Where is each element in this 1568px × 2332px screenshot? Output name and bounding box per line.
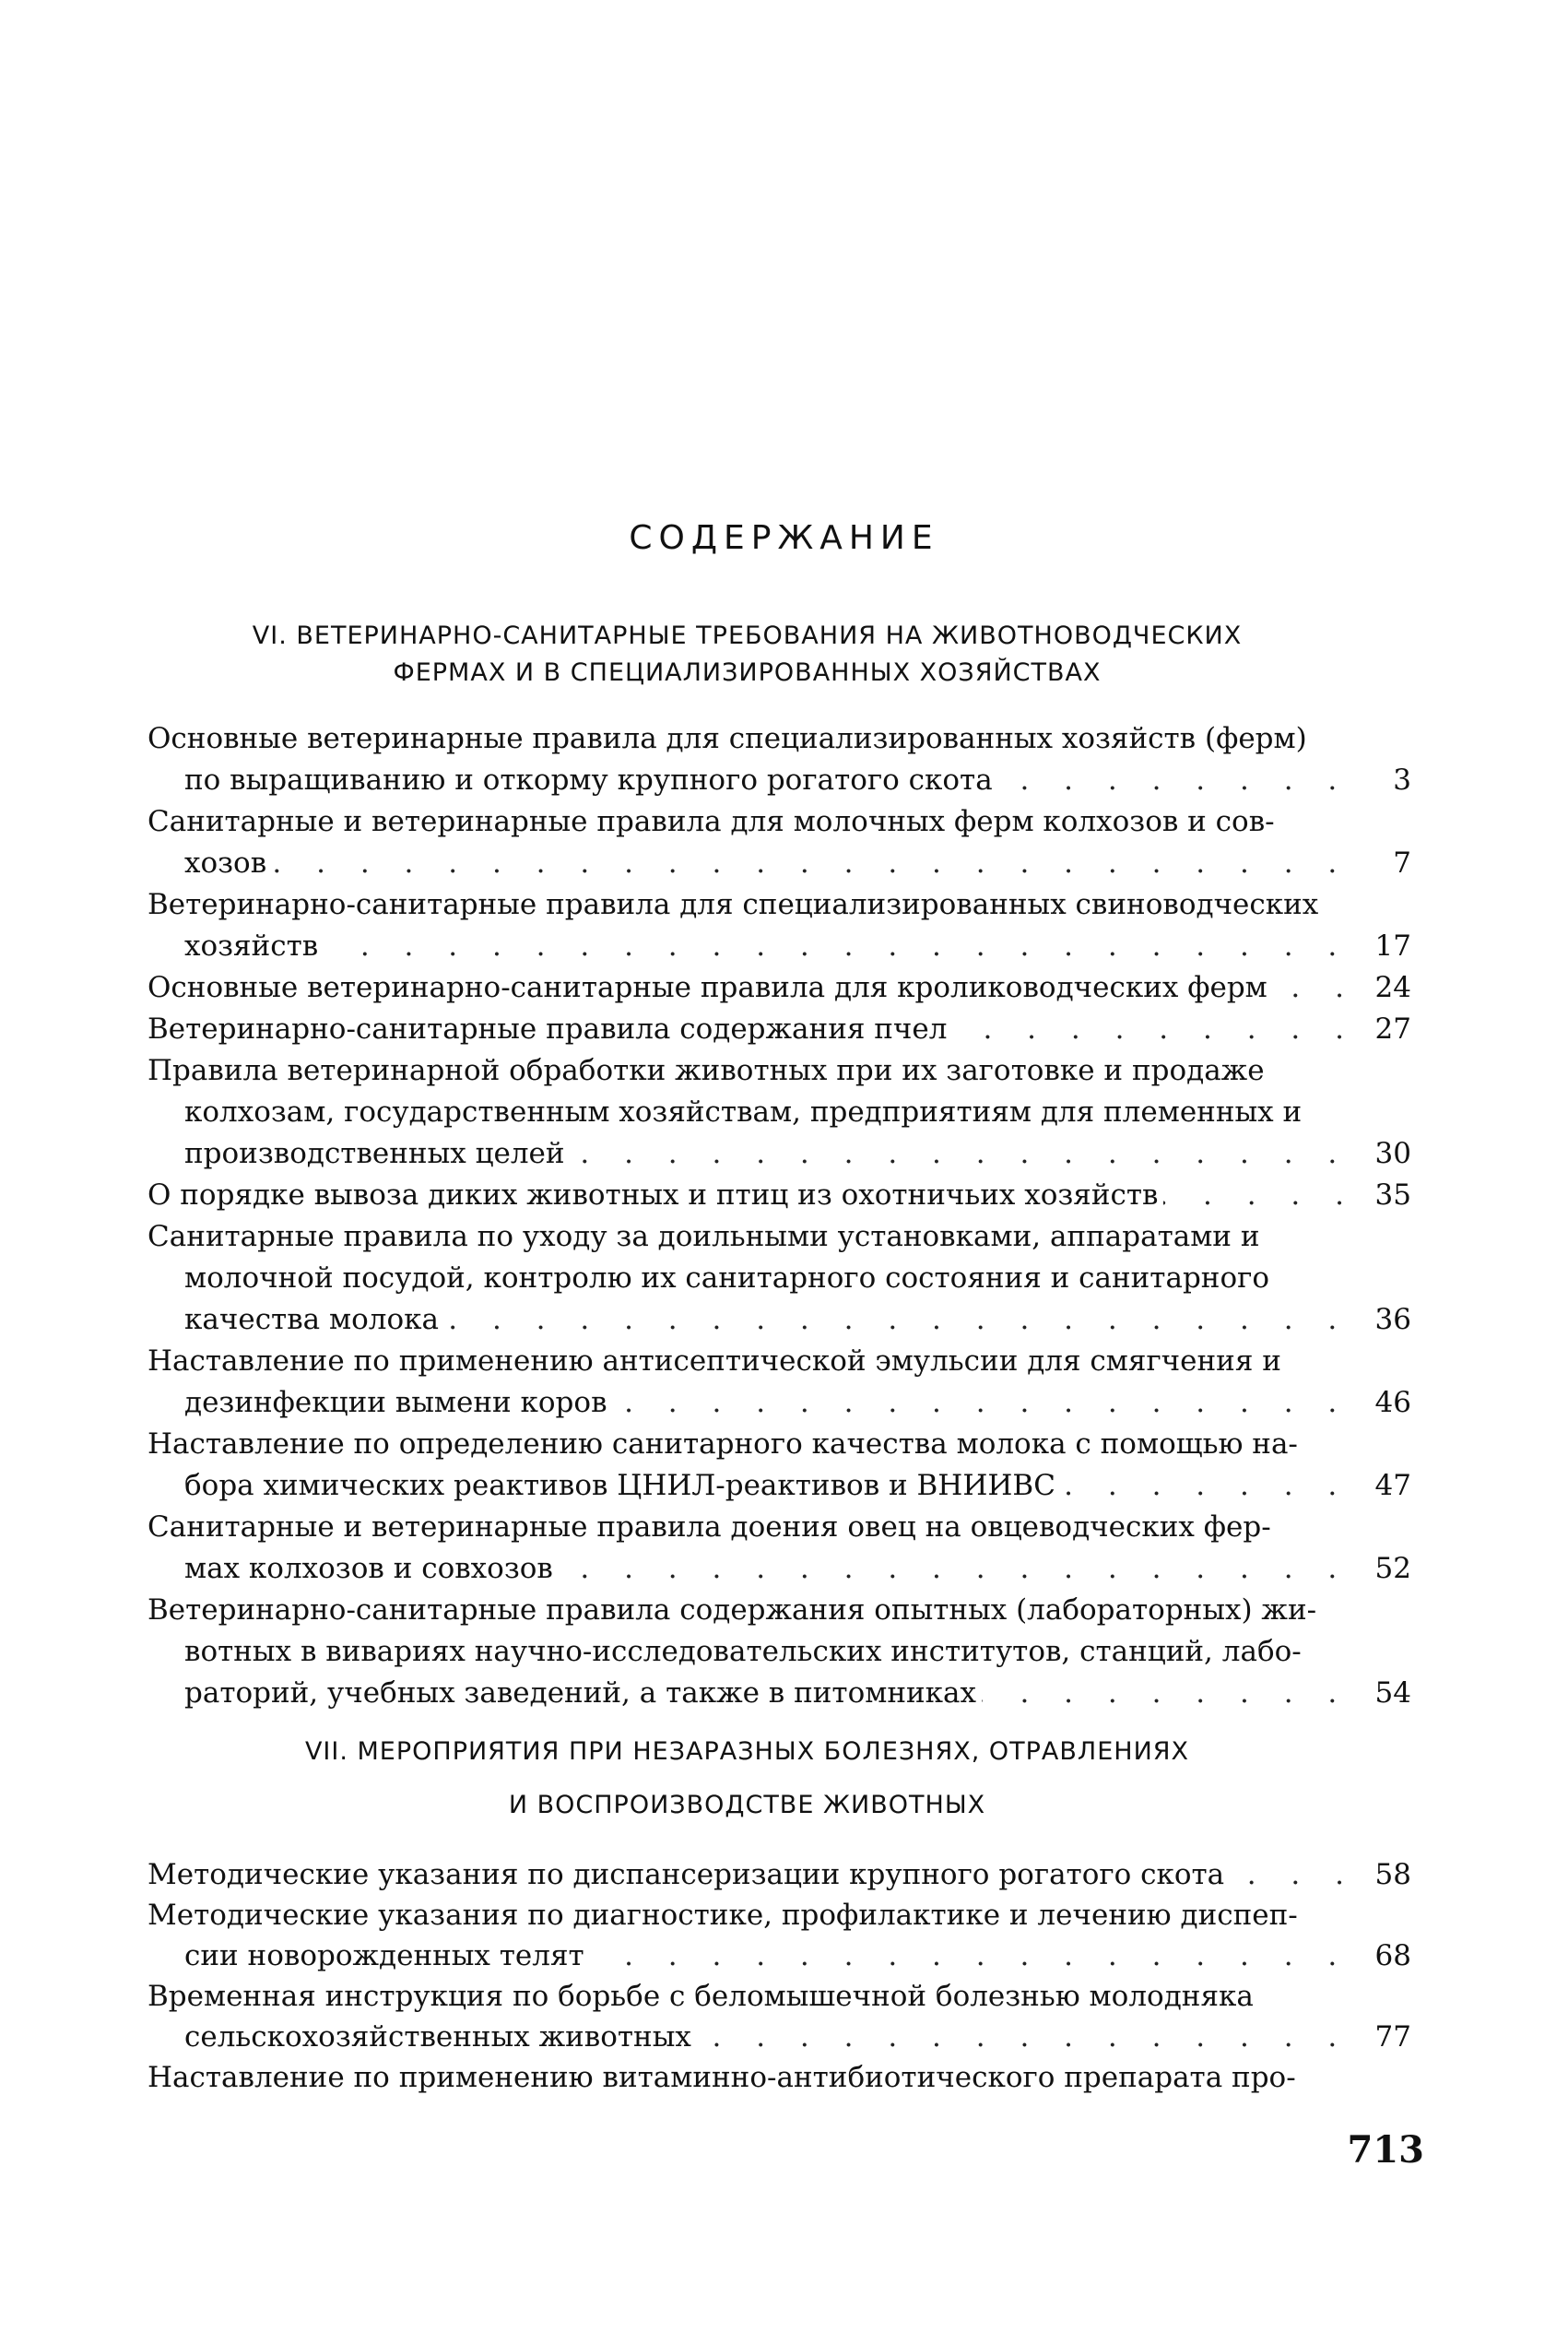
- toc-entry-line: [147, 1976, 1347, 2017]
- toc-entry-text: сии новорожденных телят: [184, 1935, 590, 1976]
- toc-entry-text: производственных целей: [184, 1133, 571, 1174]
- toc-page-number: 36: [1374, 1303, 1411, 1336]
- toc-entry-text: сельскохозяйственных животных: [184, 2017, 697, 2057]
- toc-page-number: 30: [1374, 1137, 1411, 1170]
- toc-entry-line: [147, 884, 1347, 925]
- toc-entry-line: [147, 1175, 1347, 1215]
- section-6-heading: [147, 618, 1347, 692]
- toc-entry-line: [184, 1133, 1347, 1174]
- toc-entry-text: Санитарные и ветеринарные правила для молочных ферм колхозов и сов-: [147, 801, 1280, 842]
- toc-page-number: 52: [1374, 1552, 1411, 1585]
- toc-page-number: 46: [1374, 1386, 1411, 1419]
- toc-page-number: 68: [1374, 1939, 1411, 1972]
- toc-entry-line: [184, 1299, 1347, 1340]
- toc-page-number: 35: [1374, 1178, 1411, 1212]
- toc-entry-text: Наставление по определению санитарного качества молока с помощью на-: [147, 1424, 1303, 1464]
- toc-entry-text: Ветеринарно-санитарные правила содержания опытных (лабораторных) жи-: [147, 1590, 1322, 1630]
- toc-entry-text: колхозам, государственным хозяйствам, предприятиям для племенных и: [184, 1092, 1307, 1132]
- toc-entry-line: [184, 1258, 1347, 1298]
- toc-entry-text: дезинфекции вымени коров: [184, 1382, 613, 1423]
- toc-page-number: 77: [1374, 2020, 1411, 2054]
- toc-entry-text: О порядке вывоза диких животных и птиц из охотничьих хозяйств: [147, 1175, 1163, 1215]
- toc-entry-text: Методические указания по диагностике, профилактике и лечению диспеп-: [147, 1895, 1303, 1935]
- toc-entry-text: Ветеринарно-санитарные правила содержания пчел: [147, 1009, 952, 1049]
- toc-entry-text: хозяйств: [184, 926, 324, 966]
- toc-entry-line: [147, 1854, 1347, 1895]
- page-title: СОДЕРЖАНИЕ: [629, 519, 939, 557]
- toc-entry-text: Временная инструкция по борьбе с беломышечной болезнью молодняка: [147, 1976, 1259, 2017]
- toc-page-number: 47: [1374, 1469, 1411, 1502]
- toc-entry-text: мах колхозов и совхозов: [184, 1548, 559, 1589]
- toc-page-number: 7: [1393, 846, 1411, 880]
- toc-entry-line: [147, 1507, 1347, 1547]
- toc-entry-line: [184, 926, 1347, 966]
- dot-leader: [184, 926, 1347, 966]
- toc-entry-line: [184, 1465, 1347, 1506]
- toc-page-number: 27: [1374, 1012, 1411, 1046]
- toc-entry-text: Санитарные правила по уходу за доильными установками, аппаратами и: [147, 1216, 1266, 1257]
- toc-entry-line: [184, 1631, 1347, 1672]
- toc-page-number: 3: [1393, 764, 1411, 797]
- toc-entry-line: [184, 1092, 1347, 1132]
- toc-entry-text: хозов: [184, 843, 272, 883]
- toc-entry-text: Основные ветеринарные правила для специализированных хозяйств (ферм): [147, 718, 1313, 759]
- section-7-heading-line2: И ВОСПРОИЗВОДСТВЕ ЖИВОТНЫХ: [508, 1791, 986, 1819]
- toc-entry-text: Методические указания по диспансеризации крупного рогатого скота: [147, 1854, 1230, 1895]
- toc-entry-text: Ветеринарно-санитарные правила для специализированных свиноводческих: [147, 884, 1324, 925]
- toc-entry-text: бора химических реактивов ЦНИЛ-реактивов и ВНИИВС: [184, 1465, 1061, 1506]
- section-7-heading-line1: VII. МЕРОПРИЯТИЯ ПРИ НЕЗАРАЗНЫХ БОЛЕЗНЯХ, ОТРАВЛЕНИЯХ: [304, 1737, 1190, 1766]
- toc-entry-line: [147, 1424, 1347, 1464]
- toc-entry-line: [184, 760, 1347, 800]
- toc-page-number: 58: [1374, 1858, 1411, 1891]
- toc-entry-line: [147, 1009, 1347, 1049]
- section-6-heading-line1: VI. ВЕТЕРИНАРНО-САНИТАРНЫЕ ТРЕБОВАНИЯ НА ЖИВОТНОВОДЧЕСКИХ: [252, 621, 1243, 650]
- toc-entry-line: [184, 2017, 1347, 2057]
- toc-entry-text: вотных в вивариях научно-исследовательских институтов, станций, лабо-: [184, 1631, 1307, 1672]
- toc-entry-line: [184, 1548, 1347, 1589]
- toc-entry-line: [147, 1590, 1347, 1630]
- toc-entry-line: [147, 801, 1347, 842]
- toc-entry-line: [184, 1382, 1347, 1423]
- toc-entry-text: качества молока: [184, 1299, 444, 1340]
- toc-page-number: 54: [1374, 1676, 1411, 1710]
- toc-entry-line: [147, 1341, 1347, 1381]
- toc-entry-line: [184, 843, 1347, 883]
- toc-entry-line: [147, 718, 1347, 759]
- toc-entry-line: [184, 1935, 1347, 1976]
- toc-entry-text: молочной посудой, контролю их санитарного состояния и санитарного: [184, 1258, 1275, 1298]
- toc-entry-line: [147, 1895, 1347, 1935]
- toc-entry-line: [184, 1673, 1347, 1713]
- section-6-heading-line2: ФЕРМАХ И В СПЕЦИАЛИЗИРОВАННЫХ ХОЗЯЙСТВАХ: [393, 658, 1102, 687]
- toc-entry-text: Правила ветеринарной обработки животных при их заготовке и продаже: [147, 1050, 1270, 1091]
- folio-page-number: 713: [1347, 2128, 1424, 2172]
- toc-entry-line: [147, 1216, 1347, 1257]
- toc-entry-text: Санитарные и ветеринарные правила доения овец на овцеводческих фер-: [147, 1507, 1277, 1547]
- dot-leader: [184, 843, 1347, 883]
- toc-entry-line: [147, 1050, 1347, 1091]
- toc-entry-text: по выращиванию и откорму крупного рогатого скота: [184, 760, 998, 800]
- toc-page-number: 24: [1374, 971, 1411, 1004]
- toc-page-number: 17: [1374, 929, 1411, 963]
- section-7-heading: [147, 1734, 1347, 1824]
- toc-entry-line: [147, 2057, 1347, 2098]
- toc-entry-line: [147, 967, 1347, 1008]
- toc-entry-text: Основные ветеринарно-санитарные правила для кролиководческих ферм: [147, 967, 1273, 1008]
- toc-entry-text: Наставление по применению антисептической эмульсии для смягчения и: [147, 1341, 1287, 1381]
- toc-entry-text: раторий, учебных заведений, а также в питомниках: [184, 1673, 982, 1713]
- toc-entry-text: Наставление по применению витаминно-антибиотического препарата про-: [147, 2057, 1302, 2098]
